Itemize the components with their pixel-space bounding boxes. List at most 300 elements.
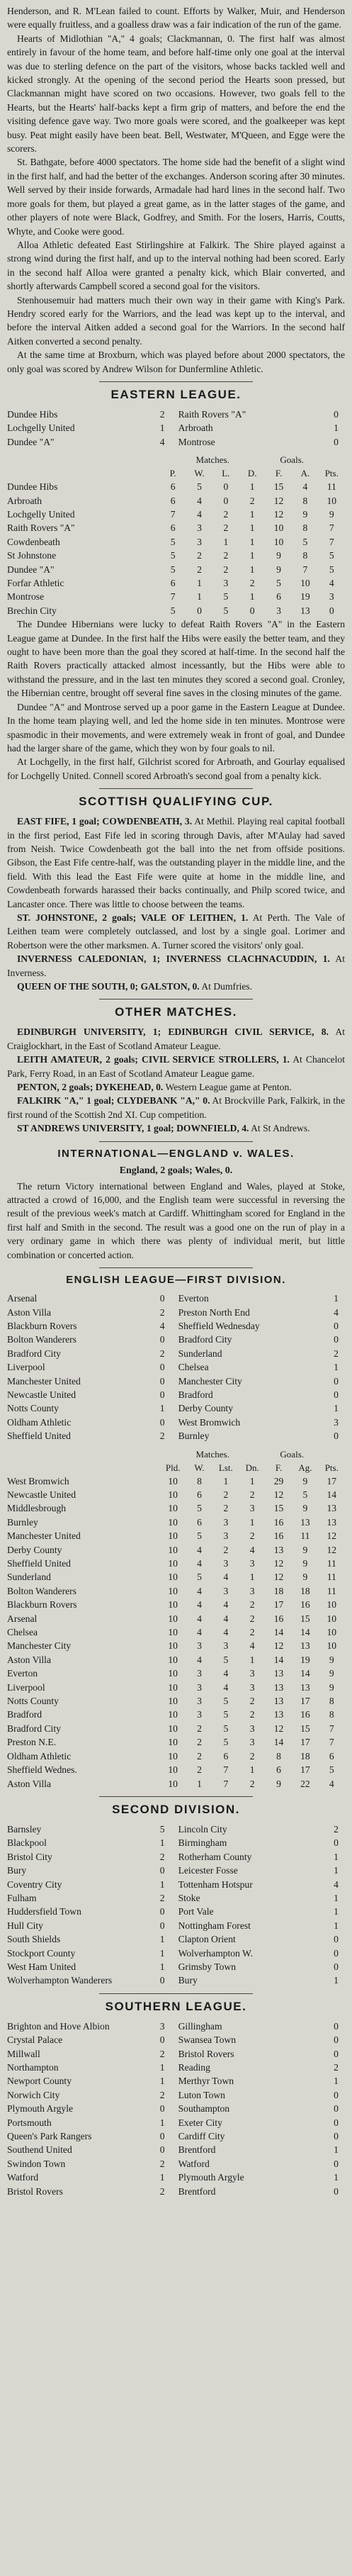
away-goals: 1 [334, 2144, 339, 2156]
home-goals: 1 [159, 1878, 165, 1890]
match-report [7, 1080, 345, 1094]
home-goals: 1 [159, 2076, 165, 2087]
stat-cell: 2 [197, 1764, 202, 1776]
stat-cell: 5 [329, 550, 334, 561]
stat-cell: 12 [273, 509, 284, 520]
stat-cell: 5 [170, 605, 176, 616]
stat-cell: 5 [197, 1503, 202, 1514]
home-goals: 1 [159, 2062, 165, 2073]
column-label: P. [169, 468, 176, 479]
stat-cell: 7 [329, 1737, 334, 1748]
stat-cell: 10 [168, 1750, 178, 1762]
away-goals: 1 [334, 1975, 339, 1986]
stat-cell: 4 [302, 481, 308, 493]
report-paragraph: At the same time at Broxburn, which was played before about 2000 spectators, the only goal was scored by Andrew Wilson for Dunfermline Athletic. [7, 349, 345, 374]
stat-cell: 2 [197, 564, 202, 575]
away-goals: 1 [334, 2076, 339, 2087]
home-team: Queen's Park Rangers [7, 2131, 92, 2142]
table-row [7, 549, 345, 562]
stat-cell: 3 [249, 1668, 255, 1679]
result-row [7, 1347, 345, 1360]
result-row [7, 421, 345, 435]
stat-cell: 2 [223, 522, 229, 534]
stat-cell: 19 [300, 1654, 310, 1665]
home-team: Millwall [7, 2048, 40, 2059]
result-row [7, 1822, 345, 1836]
home-team: Coventry City [7, 1878, 62, 1890]
stat-cell: 14 [327, 1489, 337, 1500]
stat-cell: 11 [327, 481, 336, 493]
team-name: Liverpool [7, 1681, 45, 1693]
stat-cell: 11 [327, 1558, 336, 1569]
away-goals: 0 [334, 2103, 339, 2115]
stat-cell: 3 [197, 536, 202, 547]
team-name: Blackburn Rovers [7, 1599, 77, 1611]
table-row [7, 1488, 345, 1501]
stat-cell: 16 [273, 1516, 284, 1528]
table-row [7, 576, 345, 590]
match-text: At Inverness. [7, 953, 345, 978]
southern-league-results [7, 2020, 345, 2198]
home-goals: 0 [159, 2131, 165, 2142]
result-row [7, 1374, 345, 1388]
match-text: At Methil. Playing real capital football in the first period, East Fife led in scoring through Davis, after M'Aulay had saved from Neish. Twice Cowdenbeath got the ball into the net from offside positions. Gibson, the East Fife centre-half, was the outstanding player in the middle line, and the field. With this lead the East Fife were quite at home in the middle line, and Cowdenbeath forwards harassed their backs continually, and Philp scored twice, and Lancaster once. There was little to choose between the teams. [7, 816, 345, 909]
stat-cell: 3 [197, 1668, 202, 1679]
home-goals: 0 [159, 1375, 165, 1387]
result-row [7, 2088, 345, 2102]
result-row [7, 1905, 345, 1918]
home-goals: 2 [159, 1430, 165, 1442]
away-goals: 0 [334, 436, 339, 447]
away-goals: 1 [334, 1865, 339, 1876]
stat-cell: 10 [168, 1681, 178, 1693]
stat-cell: 5 [329, 1764, 334, 1776]
result-row [7, 1401, 345, 1415]
home-goals: 0 [159, 1865, 165, 1876]
table-row [7, 1557, 345, 1570]
away-team: Bristol Rovers [178, 2048, 234, 2059]
home-team: Crystal Palace [7, 2034, 63, 2046]
stat-cell: 2 [249, 1709, 255, 1720]
team-name: Aston Villa [7, 1654, 51, 1665]
stat-cell: 1 [197, 591, 202, 603]
stat-cell: 10 [168, 1475, 178, 1486]
stat-cell: 14 [273, 1654, 284, 1665]
stat-cell: 1 [249, 550, 255, 561]
stat-cell: 10 [300, 578, 310, 589]
stat-cell: 13 [300, 605, 310, 616]
away-goals: 0 [334, 2185, 339, 2197]
match-headline: EAST FIFE, 1 goal; COWDENBEATH, 3. [17, 816, 193, 827]
away-goals: 0 [334, 1320, 339, 1331]
away-goals: 2 [334, 2062, 339, 2073]
stat-cell: 6 [276, 1764, 281, 1776]
stat-cell: 4 [197, 1627, 202, 1638]
stat-cell: 8 [276, 1750, 281, 1762]
home-team: Sheffield United [7, 1430, 71, 1442]
home-goals: 0 [159, 1389, 165, 1400]
home-goals: 0 [159, 1416, 165, 1428]
away-goals: 4 [334, 1306, 339, 1318]
table-column-header [7, 466, 345, 480]
stat-cell: 8 [302, 550, 308, 561]
away-team: Swansea Town [178, 2034, 237, 2046]
team-name: Manchester City [7, 1640, 72, 1652]
eastern-league-table [7, 453, 345, 617]
stat-cell: 2 [249, 1489, 255, 1500]
report-paragraph: The Dundee Hibernians were lucky to defeat Raith Rovers "A" in the Eastern League game at Dundee. In the first half the Hibs were easily the better team, and they ought to have been more than the goal they scored at half-time. In the second half the Raith Rovers practically attacked almost incessantly, but the Hibs were able to withstand the pressure, and in the last ten minutes they scored a second goal. Cronley, the Hibernian centre, brought off several fine saves in the closing minutes of the game. [7, 619, 345, 699]
away-team: Reading [178, 2062, 210, 2073]
stat-cell: 9 [276, 564, 281, 575]
qualifying-cup-reports [7, 814, 345, 993]
away-goals: 1 [334, 2172, 339, 2183]
stat-cell: 13 [300, 1640, 310, 1652]
home-team: Watford [7, 2172, 39, 2183]
divider [99, 1267, 253, 1268]
stat-cell: 13 [327, 1516, 337, 1528]
match-text: Western League game at Penton. [163, 1082, 292, 1093]
result-row [7, 1850, 345, 1864]
stat-cell: 5 [170, 550, 176, 561]
matches-group-label: Matches. [195, 1448, 229, 1460]
stat-cell: 2 [223, 564, 229, 575]
stat-cell: 8 [329, 1709, 334, 1720]
table-row [7, 1570, 345, 1584]
stat-cell: 4 [329, 1778, 334, 1789]
away-goals: 1 [334, 1892, 339, 1903]
stat-cell: 12 [273, 1723, 284, 1734]
home-team: Bradford City [7, 1348, 61, 1359]
stat-cell: 10 [168, 1544, 178, 1555]
stat-cell: 4 [223, 1572, 229, 1583]
result-row [7, 1388, 345, 1401]
away-team: Bury [178, 1975, 198, 1986]
result-row [7, 2102, 345, 2115]
stat-cell: 5 [223, 1696, 229, 1707]
stat-cell: 6 [170, 578, 176, 589]
stat-cell: 3 [223, 1516, 229, 1528]
report-paragraph: Henderson, and R. M'Lean failed to count. Efforts by Walker, Muir, and Henderson were equally fruitless, and a goalless draw was a fair indication of the run of the game. [7, 6, 345, 30]
team-name: Raith Rovers "A" [7, 522, 75, 534]
team-name: Lochgelly United [7, 509, 75, 520]
report-paragraph: At Lochgelly, in the first half, Gilchrist scored for Arbroath, and Gourlay equalised for Lochgelly United. Connell scored Arbroath's second goal from a penalty kick. [7, 756, 345, 781]
match-report [7, 952, 345, 980]
home-goals: 4 [159, 1320, 165, 1331]
stat-cell: 12 [273, 495, 284, 506]
stat-cell: 18 [300, 1585, 310, 1596]
stat-cell: 10 [327, 495, 337, 506]
stat-cell: 9 [302, 509, 308, 520]
stat-cell: 13 [273, 1709, 284, 1720]
result-row [7, 1319, 345, 1333]
away-goals: 0 [334, 1430, 339, 1442]
stat-cell: 2 [249, 1750, 255, 1762]
stat-cell: 2 [223, 1544, 229, 1555]
home-goals: 1 [159, 1961, 165, 1972]
home-team: Swindon Town [7, 2158, 66, 2169]
stat-cell: 12 [327, 1530, 337, 1542]
home-team: Barnsley [7, 1823, 42, 1835]
first-division-results [7, 1292, 345, 1443]
result-row [7, 2171, 345, 2184]
team-name: Aston Villa [7, 1778, 51, 1789]
stat-cell: 5 [197, 1530, 202, 1542]
stat-cell: 3 [197, 1709, 202, 1720]
match-report [7, 814, 345, 911]
away-team: West Bromwich [178, 1416, 241, 1428]
stat-cell: 15 [300, 1613, 310, 1624]
away-goals: 1 [334, 1851, 339, 1862]
team-name: Burnley [7, 1516, 38, 1528]
away-goals: 2 [334, 1823, 339, 1835]
home-team: Newcastle United [7, 1389, 76, 1400]
stat-cell: 6 [197, 1489, 202, 1500]
team-name: Arsenal [7, 1613, 38, 1624]
stat-cell: 10 [168, 1696, 178, 1707]
away-goals: 0 [334, 1961, 339, 1972]
stat-cell: 7 [329, 1723, 334, 1734]
away-goals: 0 [334, 408, 339, 420]
stat-cell: 10 [168, 1723, 178, 1734]
match-text: At St Andrews. [249, 1123, 310, 1134]
stat-cell: 4 [249, 1544, 255, 1555]
away-team: Clapton Orient [178, 1934, 236, 1945]
home-team: Blackburn Rovers [7, 1320, 77, 1331]
other-matches-reports [7, 1025, 345, 1135]
home-goals: 0 [159, 2144, 165, 2156]
away-team: Burnley [178, 1430, 210, 1442]
result-row [7, 1306, 345, 1319]
eastern-league-reports [7, 617, 345, 783]
stat-cell: 7 [223, 1778, 229, 1789]
table-row [7, 494, 345, 508]
divider [99, 1993, 253, 1994]
stat-cell: 29 [273, 1475, 284, 1486]
home-team: Newport County [7, 2076, 72, 2087]
match-report [7, 1094, 345, 1121]
stat-cell: 4 [197, 1613, 202, 1624]
table-row [7, 1763, 345, 1776]
stat-cell: 10 [273, 522, 284, 534]
column-label: F. [275, 468, 283, 479]
goals-group-label: Goals. [280, 454, 305, 466]
stat-cell: 3 [276, 605, 281, 616]
table-row [7, 604, 345, 617]
stat-cell: 12 [327, 1544, 337, 1555]
stat-cell: 0 [329, 605, 334, 616]
stat-cell: 11 [327, 1572, 336, 1583]
result-row [7, 2185, 345, 2198]
away-team: Nottingham Forest [178, 1920, 251, 1931]
stat-cell: 1 [197, 1778, 202, 1789]
home-team: Bolton Wanderers [7, 1334, 76, 1345]
stat-cell: 5 [223, 1654, 229, 1665]
team-name: Newcastle United [7, 1489, 76, 1500]
away-team: Everton [178, 1293, 209, 1304]
column-label: Pld. [165, 1462, 181, 1473]
stat-cell: 18 [273, 1585, 284, 1596]
home-goals: 2 [159, 2048, 165, 2059]
away-goals: 1 [334, 422, 339, 434]
away-goals: 0 [334, 2117, 339, 2128]
qualifying-cup-heading: SCOTTISH QUALIFYING CUP. [79, 795, 273, 809]
stat-cell: 0 [249, 605, 255, 616]
table-row [7, 1598, 345, 1611]
divider [99, 1141, 253, 1142]
home-team: Manchester United [7, 1375, 81, 1387]
table-group-header [7, 453, 345, 466]
table-row [7, 1681, 345, 1694]
stat-cell: 1 [249, 1516, 255, 1528]
stat-cell: 3 [197, 1681, 202, 1693]
away-team: Stoke [178, 1892, 200, 1903]
away-team: Cardiff City [178, 2131, 225, 2142]
home-goals: 0 [159, 1293, 165, 1304]
home-goals: 1 [159, 422, 165, 434]
away-team: Bradford [178, 1389, 213, 1400]
stat-cell: 10 [327, 1627, 337, 1638]
away-team: Montrose [178, 436, 215, 447]
table-row [7, 1722, 345, 1735]
home-goals: 0 [159, 1362, 165, 1373]
stat-cell: 9 [302, 1503, 308, 1514]
stat-cell: 10 [168, 1654, 178, 1665]
stat-cell: 3 [223, 1558, 229, 1569]
stat-cell: 2 [197, 550, 202, 561]
team-name: Sunderland [7, 1572, 51, 1583]
home-team: Dundee Hibs [7, 408, 58, 420]
stat-cell: 5 [197, 1572, 202, 1583]
stat-cell: 9 [302, 1544, 308, 1555]
away-team: Preston North End [178, 1306, 250, 1318]
away-team: Watford [178, 2158, 210, 2169]
stat-cell: 4 [197, 1654, 202, 1665]
stat-cell: 0 [223, 481, 229, 493]
away-goals: 1 [334, 1906, 339, 1917]
away-team: Gillingham [178, 2020, 222, 2032]
away-goals: 0 [334, 1947, 339, 1959]
stat-cell: 2 [197, 1723, 202, 1734]
home-goals: 1 [159, 1403, 165, 1414]
stat-cell: 13 [327, 1503, 337, 1514]
result-row [7, 2061, 345, 2074]
home-team: Arsenal [7, 1293, 38, 1304]
away-team: Brentford [178, 2185, 216, 2197]
column-label: W. [194, 468, 205, 479]
home-goals: 1 [159, 2172, 165, 2183]
result-row [7, 1416, 345, 1429]
stat-cell: 2 [223, 550, 229, 561]
stat-cell: 16 [273, 1530, 284, 1542]
home-team: Southend United [7, 2144, 72, 2156]
report-paragraph: Stenhousemuir had matters much their own way in their game with King's Park. Hendry scored early for the Warriors, and the lead was kept up to the interval, and before the interval Aitken added a second goal for the Warriors. In the second half Aitken converted a second penalty. [7, 294, 345, 347]
table-row [7, 1749, 345, 1763]
stat-cell: 7 [329, 522, 334, 534]
result-row [7, 1333, 345, 1346]
team-name: Sheffield Wednes. [7, 1764, 77, 1776]
stat-cell: 5 [223, 1737, 229, 1748]
stat-cell: 1 [249, 591, 255, 603]
stat-cell: 13 [300, 1516, 310, 1528]
away-team: Derby County [178, 1403, 233, 1414]
stat-cell: 2 [249, 1613, 255, 1624]
stat-cell: 10 [168, 1572, 178, 1583]
home-goals: 1 [159, 1837, 165, 1849]
match-headline: ST. JOHNSTONE, 2 goals; VALE OF LEITHEN, 1. [17, 912, 249, 923]
stat-cell: 1 [249, 564, 255, 575]
home-goals: 3 [159, 2020, 165, 2032]
home-goals: 4 [159, 436, 165, 447]
home-goals: 2 [159, 408, 165, 420]
team-name: Chelsea [7, 1627, 38, 1638]
home-goals: 0 [159, 1975, 165, 1986]
result-row [7, 2074, 345, 2088]
home-goals: 0 [159, 1906, 165, 1917]
result-row [7, 1292, 345, 1305]
result-row [7, 1947, 345, 1960]
stat-cell: 4 [197, 495, 202, 506]
stat-cell: 4 [197, 509, 202, 520]
table-row [7, 1694, 345, 1708]
column-label: Dn. [245, 1462, 259, 1473]
stat-cell: 3 [329, 591, 334, 603]
team-name: Brechin City [7, 605, 57, 616]
result-row [7, 2047, 345, 2061]
away-team: Exeter City [178, 2117, 222, 2128]
stat-cell: 9 [276, 1778, 281, 1789]
result-row [7, 1891, 345, 1905]
stat-cell: 4 [197, 1599, 202, 1611]
home-team: Fulham [7, 1892, 37, 1903]
table-row [7, 1529, 345, 1542]
stat-cell: 4 [197, 1585, 202, 1596]
goals-group-label: Goals. [280, 1448, 305, 1460]
stat-cell: 3 [249, 1558, 255, 1569]
stat-cell: 11 [327, 1585, 336, 1596]
stat-cell: 1 [249, 522, 255, 534]
result-row [7, 1836, 345, 1849]
stat-cell: 10 [168, 1778, 178, 1789]
home-team: Blackpool [7, 1837, 47, 1849]
result-row [7, 2116, 345, 2129]
report-paragraph: Hearts of Midlothian "A," 4 goals; Clackmannan, 0. The first half was almost entirely in favour of the home team, and before half-time only one goal at the interval was due to sterling defence on the part of the visitors, whose backs tackled well and kicked strongly. At the opening of the second period the Hearts soon pressed, but Clackmannan might have scored on two occasions. However, two goals fell to the Hearts, but the Hearts' half-backs kept a firm grip of matters, and before the end the visiting defence gave way. Two more goals were scored, and the goalkeeper was kept busy. Peat might easily have been beat. Bell, Westwater, M'Queen, and Egge were the scorers. [7, 33, 345, 155]
result-row [7, 2033, 345, 2046]
away-team: Lincoln City [178, 1823, 227, 1835]
stat-cell: 7 [302, 564, 308, 575]
team-name: Bradford City [7, 1723, 61, 1734]
table-row [7, 535, 345, 549]
stat-cell: 4 [197, 1544, 202, 1555]
stat-cell: 2 [249, 1778, 255, 1789]
stat-cell: 2 [249, 1627, 255, 1638]
result-row [7, 1932, 345, 1946]
southern-league-heading: SOUTHERN LEAGUE. [105, 1999, 247, 2013]
stat-cell: 15 [300, 1723, 310, 1734]
away-team: Arbroath [178, 422, 213, 434]
stat-cell: 3 [249, 1737, 255, 1748]
team-name: Bolton Wanderers [7, 1585, 76, 1596]
stat-cell: 15 [273, 1503, 284, 1514]
eastern-league-results [7, 408, 345, 449]
stat-cell: 5 [197, 481, 202, 493]
match-text: At Craiglockhart, in the East of Scotland Amateur League. [7, 1026, 346, 1051]
away-goals: 2 [334, 1348, 339, 1359]
first-division-heading: ENGLISH LEAGUE—FIRST DIVISION. [66, 1274, 286, 1287]
stat-cell: 10 [168, 1489, 178, 1500]
column-label: Pts. [324, 1462, 339, 1473]
stat-cell: 10 [168, 1516, 178, 1528]
stat-cell: 6 [329, 1750, 334, 1762]
